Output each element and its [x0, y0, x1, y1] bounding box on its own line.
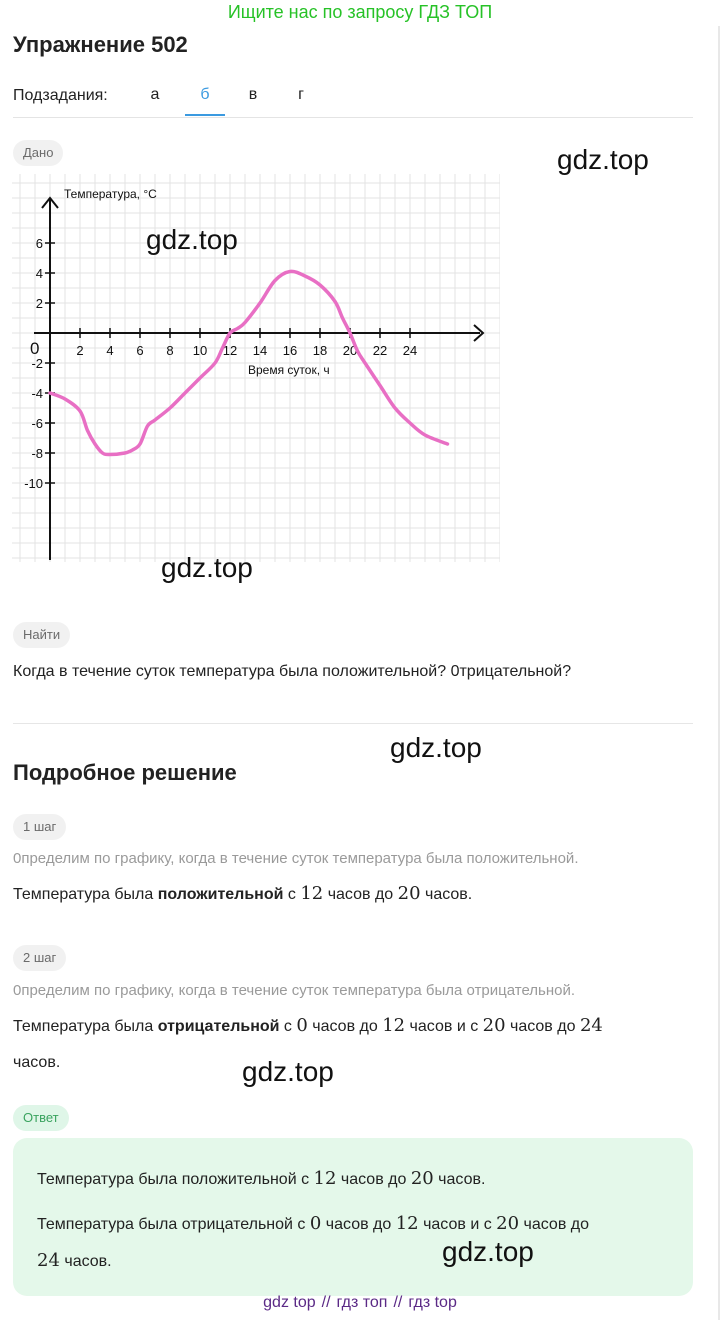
watermark: gdz.top: [161, 552, 253, 583]
text: часов.: [433, 1171, 486, 1188]
number: 20: [410, 1168, 434, 1189]
x-tick-label: 2: [76, 343, 84, 358]
search-banner: Ищите нас по запросу ГДЗ ТОП: [227, 2, 493, 22]
answer-badge: Ответ: [13, 1105, 69, 1131]
number: 24: [37, 1250, 60, 1271]
footer-link-1[interactable]: gdz top: [263, 1294, 316, 1311]
x-tick-label: 18: [312, 343, 328, 358]
answer-line-2: [37, 1206, 677, 1280]
number: 24: [579, 1015, 603, 1036]
step-2-badge: 2 шаг: [13, 945, 66, 971]
section-divider: [13, 723, 693, 724]
x-tick-label: 10: [192, 343, 208, 358]
x-tick-label: 6: [136, 343, 144, 358]
watermark: gdz.top: [390, 732, 482, 763]
number: 20: [496, 1213, 520, 1234]
watermark: gdz.top: [557, 144, 649, 175]
number: 20: [397, 883, 421, 904]
step-1-hint: 0пределим по графику, когда в течение суток температура была положительной.: [13, 850, 579, 867]
footer-separator: //: [393, 1294, 403, 1311]
y-tick-label: -4: [31, 386, 43, 401]
text: часов до: [519, 1216, 589, 1233]
temperature-chart: [12, 174, 500, 562]
text: Температура была: [13, 1018, 158, 1035]
text: часов до: [336, 1171, 411, 1188]
x-tick-label: 24: [402, 343, 418, 358]
text: часов до: [323, 886, 398, 903]
y-tick-label: -6: [31, 416, 43, 431]
number: 12: [300, 883, 324, 904]
subtasks-nav: [13, 80, 693, 118]
tab-v[interactable]: в: [248, 86, 258, 103]
emphasis: отрицательной: [157, 1018, 280, 1035]
x-tick-label: 14: [252, 343, 268, 358]
answer-box: [13, 1138, 693, 1296]
number: 20: [482, 1015, 506, 1036]
footer-links: [0, 1294, 720, 1312]
tab-b[interactable]: б: [185, 80, 225, 116]
y-tick-label: 4: [35, 266, 43, 281]
text: часов до: [307, 1018, 383, 1035]
x-tick-label: 22: [372, 343, 388, 358]
text: с: [279, 1018, 297, 1035]
x-tick-label: 12: [222, 343, 238, 358]
text: часов до: [505, 1018, 580, 1035]
origin-label: 0: [30, 339, 40, 358]
x-axis-label: Время суток, ч: [248, 363, 330, 377]
chart-svg: [12, 174, 500, 562]
number: 0: [309, 1213, 322, 1234]
solution-title: Подробное решение: [13, 760, 237, 785]
number: 12: [395, 1213, 419, 1234]
find-badge: Найти: [13, 622, 70, 648]
watermark: gdz.top: [442, 1236, 534, 1267]
text: Температура была положительной с: [37, 1171, 314, 1188]
question-text: Когда в течение суток температура была положительной? 0трицательной?: [13, 663, 572, 680]
y-tick-label: -8: [31, 446, 43, 461]
x-tick-label: 8: [166, 343, 174, 358]
y-tick-label: 6: [35, 236, 43, 251]
y-tick-label: 2: [35, 296, 43, 311]
step-2-statement: [13, 1008, 693, 1081]
y-tick-label: -2: [31, 356, 43, 371]
tab-g[interactable]: г: [298, 86, 304, 103]
watermark: gdz.top: [146, 224, 238, 255]
step-1-badge: 1 шаг: [13, 814, 66, 840]
chart-axes: [34, 198, 483, 560]
text: Температура была отрицательной с: [37, 1216, 310, 1233]
step-2-hint: 0пределим по графику, когда в течение суток температура была отрицательной.: [13, 982, 576, 999]
y-tick-label: -10: [24, 476, 43, 491]
x-tick-label: 20: [342, 343, 358, 358]
number: 12: [382, 1015, 406, 1036]
footer-link-3[interactable]: гдз top: [408, 1294, 457, 1311]
text: часов.: [420, 886, 473, 903]
number: 12: [313, 1168, 337, 1189]
footer-separator: //: [321, 1294, 331, 1311]
subtasks-label: Подзадания:: [13, 87, 108, 104]
given-badge: Дано: [13, 140, 63, 166]
text: с: [283, 886, 301, 903]
text: часов.: [59, 1253, 112, 1270]
number: 0: [296, 1015, 308, 1036]
footer-link-2[interactable]: гдз топ: [336, 1294, 388, 1311]
page-title: Упражнение 502: [13, 32, 188, 57]
tab-a[interactable]: а: [150, 86, 160, 103]
y-axis-label: Температура, °C: [64, 187, 157, 201]
text: часов.: [13, 1054, 61, 1071]
text: часов и с: [418, 1216, 497, 1233]
emphasis: положительной: [157, 886, 284, 903]
text: часов до: [321, 1216, 396, 1233]
answer-line-1: [37, 1161, 677, 1198]
step-1-statement: [13, 876, 693, 913]
x-tick-label: 4: [106, 343, 114, 358]
text: часов и с: [405, 1018, 483, 1035]
x-tick-label: 16: [282, 343, 298, 358]
text: Температура была: [13, 886, 158, 903]
watermark: gdz.top: [242, 1056, 334, 1087]
